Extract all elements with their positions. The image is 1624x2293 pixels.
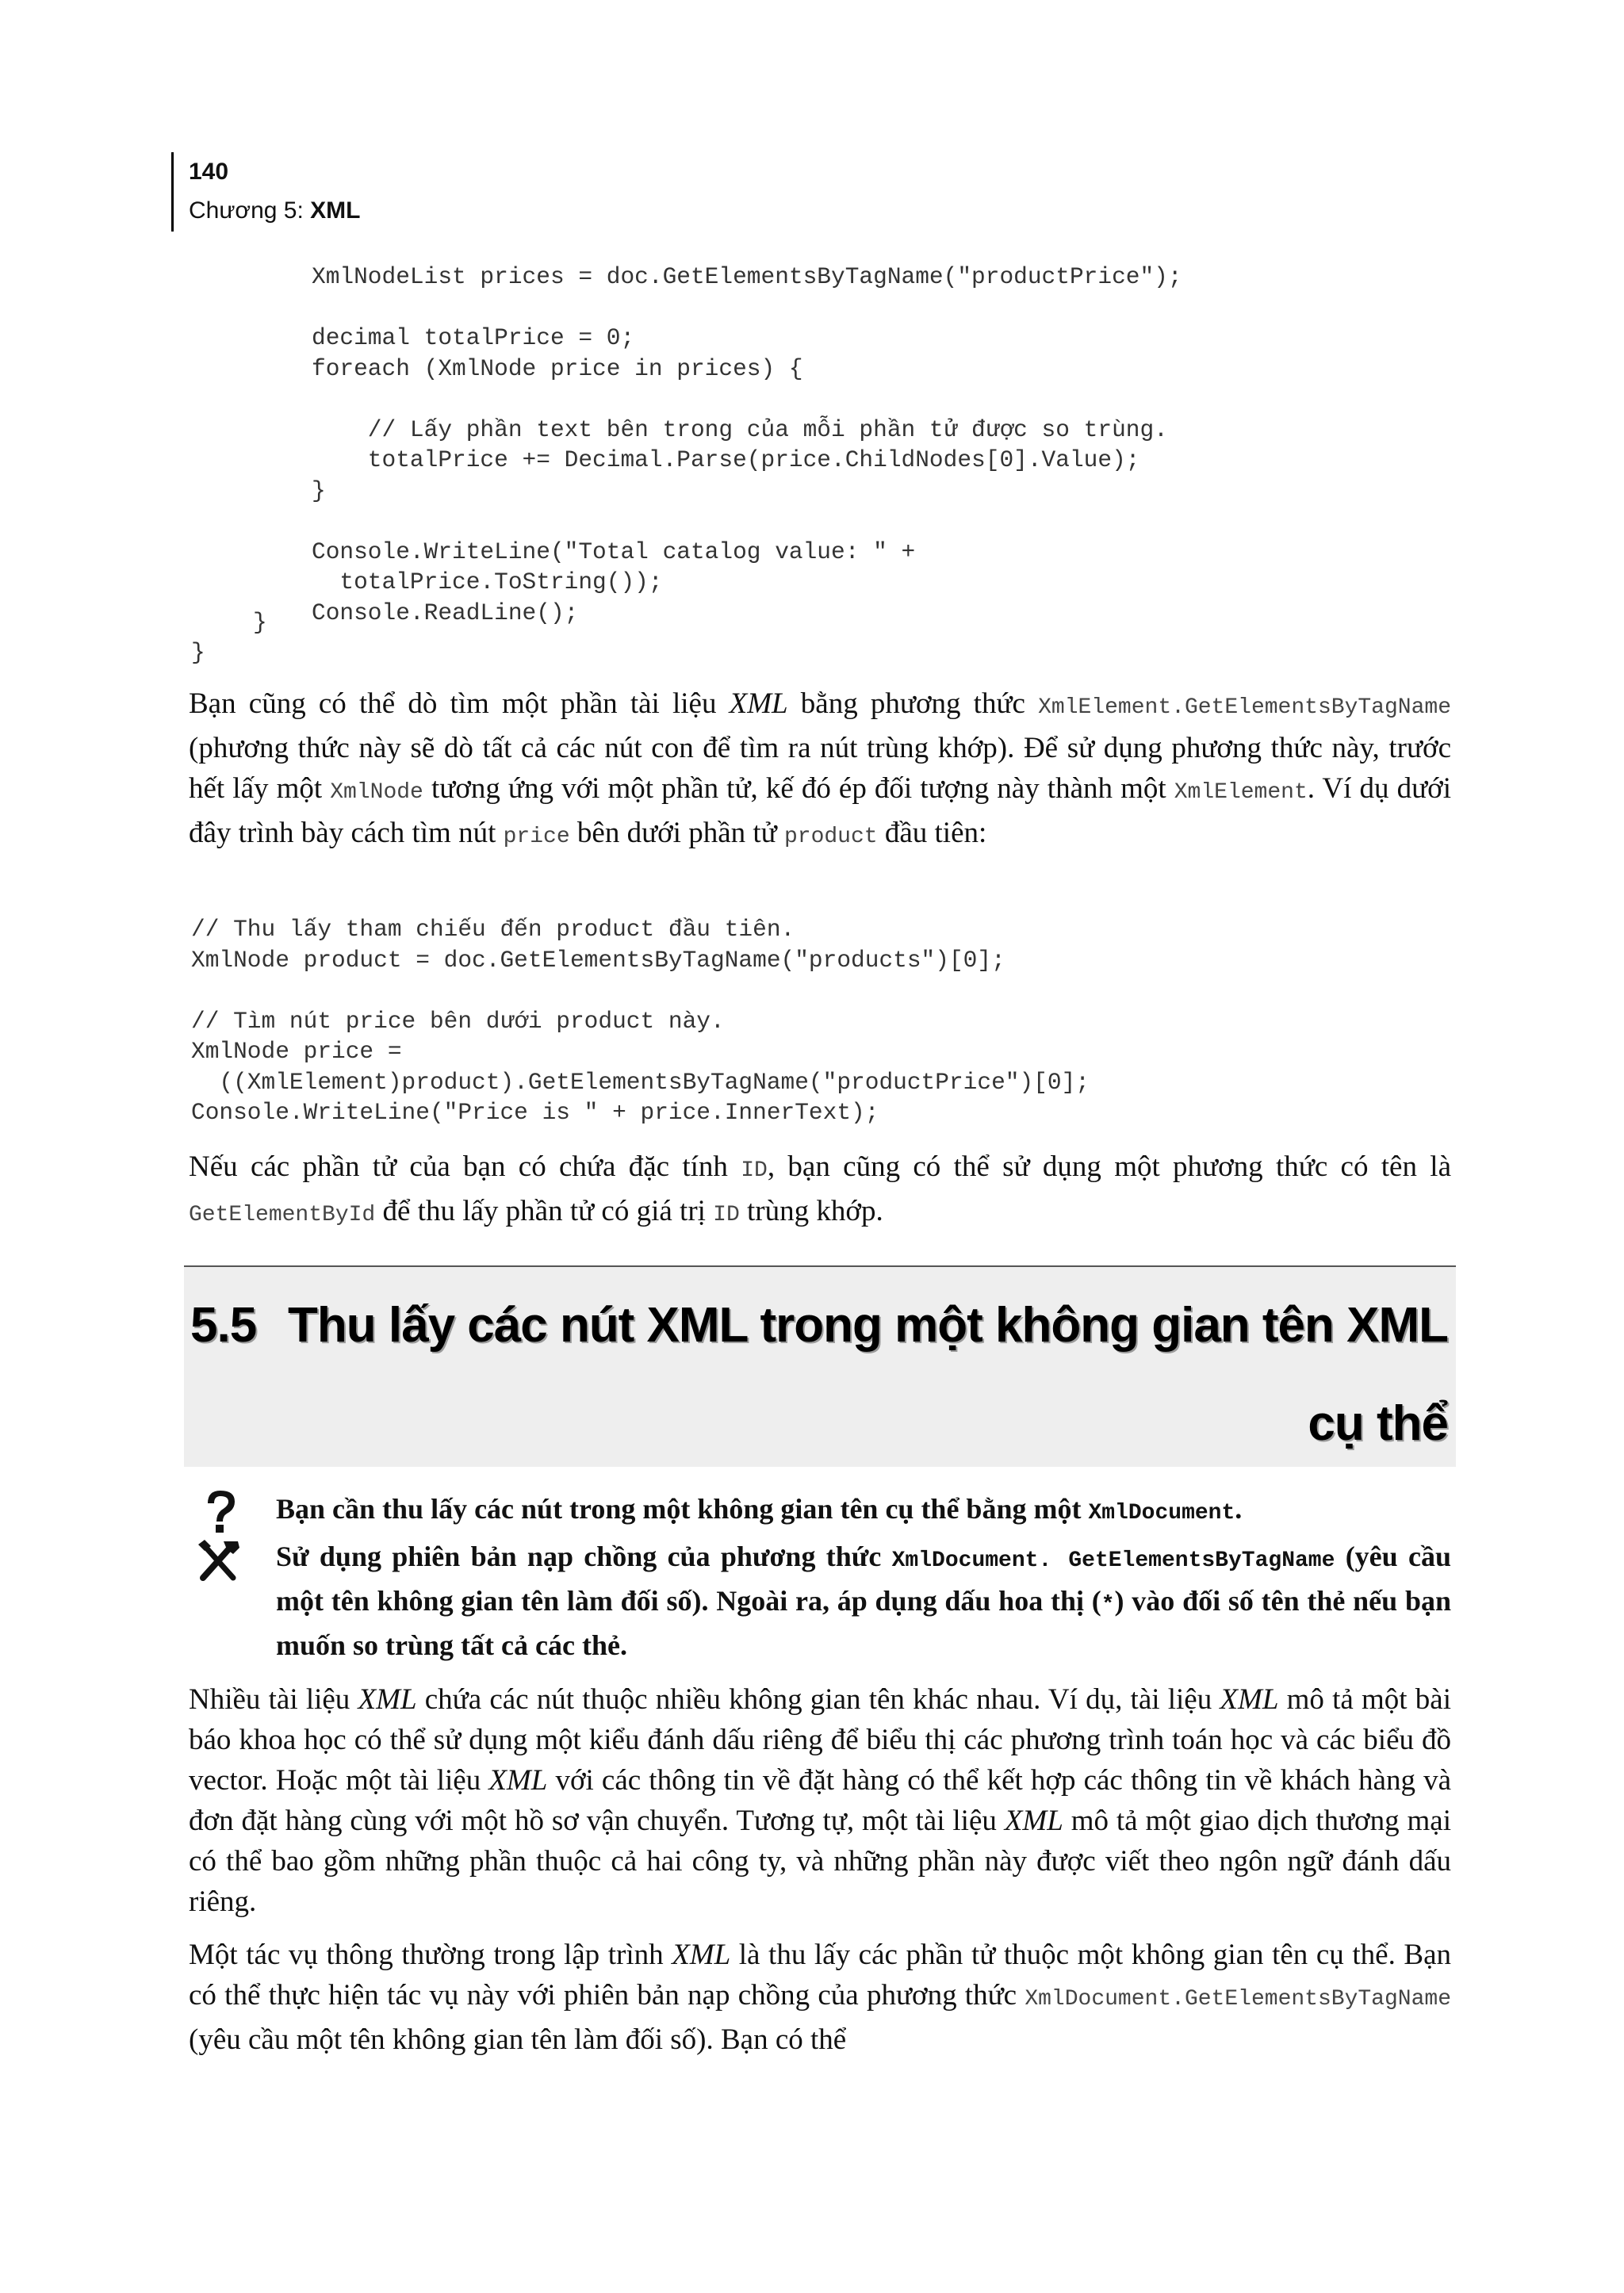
solution-statement (276, 1537, 1451, 1666)
solution-text-1: Sử dụng phiên bản nạp chồng của phương thức (276, 1541, 892, 1572)
para4-italic-1: XML (672, 1939, 731, 1971)
para3-italic-4: XML (1004, 1805, 1063, 1837)
para3-italic-1: XML (358, 1683, 417, 1716)
code-close-brace-inner: } (253, 609, 267, 636)
para1-text-2: bằng phương thức (787, 687, 1039, 720)
problem-statement (276, 1489, 1451, 1533)
para2-code-1: ID (741, 1158, 768, 1183)
problem-text-1: Bạn cần thu lấy các nút trong một không gian tên cụ thể bằng một (276, 1493, 1089, 1525)
problem-code-1: XmlDocument (1088, 1501, 1235, 1525)
solution-code-1: XmlDocument. GetElementsByTagName (891, 1548, 1335, 1573)
tools-icon (193, 1537, 244, 1584)
solution-code-2: * (1101, 1593, 1115, 1617)
para1-code-1: XmlElement.GetElementsByTagName (1038, 695, 1451, 720)
para3-text-1: Nhiều tài liệu (189, 1683, 358, 1716)
para1-text-7: đầu tiên: (877, 817, 987, 849)
chapter-title: XML (310, 197, 361, 224)
para1-code-4: price (503, 825, 570, 849)
para4-text-2: là thu lấy các phần tử thuộc một không gian tên cụ thể. Bạn có thể thực hiện tác vụ này với phiên bản nạp chồng của phương thức (189, 1939, 1451, 2012)
para3-text-3: mô tả một bài báo khoa học có thể sử dụng một kiểu đánh dấu riêng để biểu thị các phương trình toán học và các biểu đồ vector. Hoặc một tài liệu (189, 1683, 1451, 1797)
para1-code-2: XmlNode (330, 780, 423, 805)
section-title (190, 1277, 1448, 1473)
para2-text-4: trùng khớp. (739, 1195, 883, 1227)
solution-text-2: (yêu cầu một tên không gian tên làm đối số). Ngoài ra, áp dụng dấu hoa thị ( (276, 1541, 1451, 1617)
section-number: 5.5 (190, 1298, 257, 1353)
para4-text-3: (yêu cầu một tên không gian tên làm đối số). Bạn có thể (189, 2023, 847, 2056)
solution-text-3: ) vào đối số tên thẻ nếu bạn muốn so trùng tất cả các thẻ. (276, 1585, 1451, 1661)
para3-text-5: mô tả một giao dịch thương mại có thể bao gồm những phần thuộc cả hai công ty, và những phần này được viết theo ngôn ngữ đánh dấu riêng. (189, 1805, 1451, 1918)
para3-italic-2: XML (1220, 1683, 1279, 1716)
para4-text-1: Một tác vụ thông thường trong lập trình (189, 1939, 672, 1971)
question-mark-icon (195, 1487, 246, 1535)
para2-text-3: để thu lấy phần tử có giá trị (375, 1195, 714, 1227)
para1-code-5: product (783, 825, 878, 849)
code-block-top: XmlNodeList prices = doc.GetElementsByTagName("productPrice"); decimal totalPrice = 0; foreach (XmlNode price in prices) { // Lấy phần text bên trong của mỗi phần tử được so trùng. totalPrice += Decimal.Parse(price.ChildNodes[0].Value); } Console.WriteLine("Total catalog value: " + totalPrice.ToString()); Console.ReadLine(); (312, 263, 1182, 626)
para1-text-5: . Ví dụ dưới đây trình bày cách tìm nút (189, 772, 1452, 849)
chapter-heading (189, 195, 361, 227)
page-number: 140 (189, 159, 229, 185)
para1-text-1: Bạn cũng có thể dò tìm một phần tài liệu (189, 687, 730, 720)
para1-code-3: XmlElement (1174, 780, 1308, 805)
para3-text-2: chứa các nút thuộc nhiều không gian tên khác nhau. Ví dụ, tài liệu (416, 1683, 1220, 1716)
para1-italic-xml: XML (729, 687, 788, 720)
code-close-brace-outer: } (191, 639, 205, 666)
para1-text-6: bên dưới phần tử (569, 817, 784, 849)
paragraph-3 (189, 1679, 1451, 1922)
problem-text-2: . (1235, 1493, 1243, 1525)
para3-italic-3: XML (488, 1764, 548, 1797)
chapter-prefix: Chương 5: (189, 197, 311, 224)
paragraph-4 (189, 1935, 1451, 2060)
paragraph-1 (189, 683, 1451, 857)
section-title-line1: Thu lấy các nút XML trong một không gian tên XML (288, 1298, 1448, 1353)
para3-text-4: với các thông tin về đặt hàng có thể kết hợp các thông tin về khách hàng và đơn đặt hàng cùng với một hồ sơ vận chuyển. Tương tự, một tài liệu (189, 1764, 1451, 1837)
para2-code-2: GetElementById (189, 1203, 376, 1227)
para1-text-3: (phương thức này sẽ dò tất cả các nút con để tìm ra nút trùng khớp). Để sử dụng phương thức này, trước hết lấy một (189, 732, 1451, 805)
para2-text-1: Nếu các phần tử của bạn có chứa đặc tính (189, 1150, 741, 1183)
header-rule (171, 152, 174, 232)
section-title-line2: cụ thể (1308, 1396, 1448, 1451)
para2-text-2: , bạn cũng có thể sử dụng một phương thức có tên là (767, 1150, 1451, 1183)
para4-code-1: XmlDocument.GetElementsByTagName (1025, 1987, 1451, 2012)
para1-text-4: tương ứng với một phần tử, kế đó ép đối tượng này thành một (423, 772, 1174, 805)
paragraph-2 (189, 1146, 1451, 1235)
para2-code-3: ID (713, 1203, 740, 1227)
code-block-middle: // Thu lấy tham chiếu đến product đầu tiên. XmlNode product = doc.GetElementsByTagName("products")[0]; // Tìm nút price bên dưới product này. XmlNode price = ((XmlElement)product).GetElementsByTagName("productPrice")[0]; Console.WriteLine("Price is " + price.InnerText); (191, 916, 1090, 1126)
